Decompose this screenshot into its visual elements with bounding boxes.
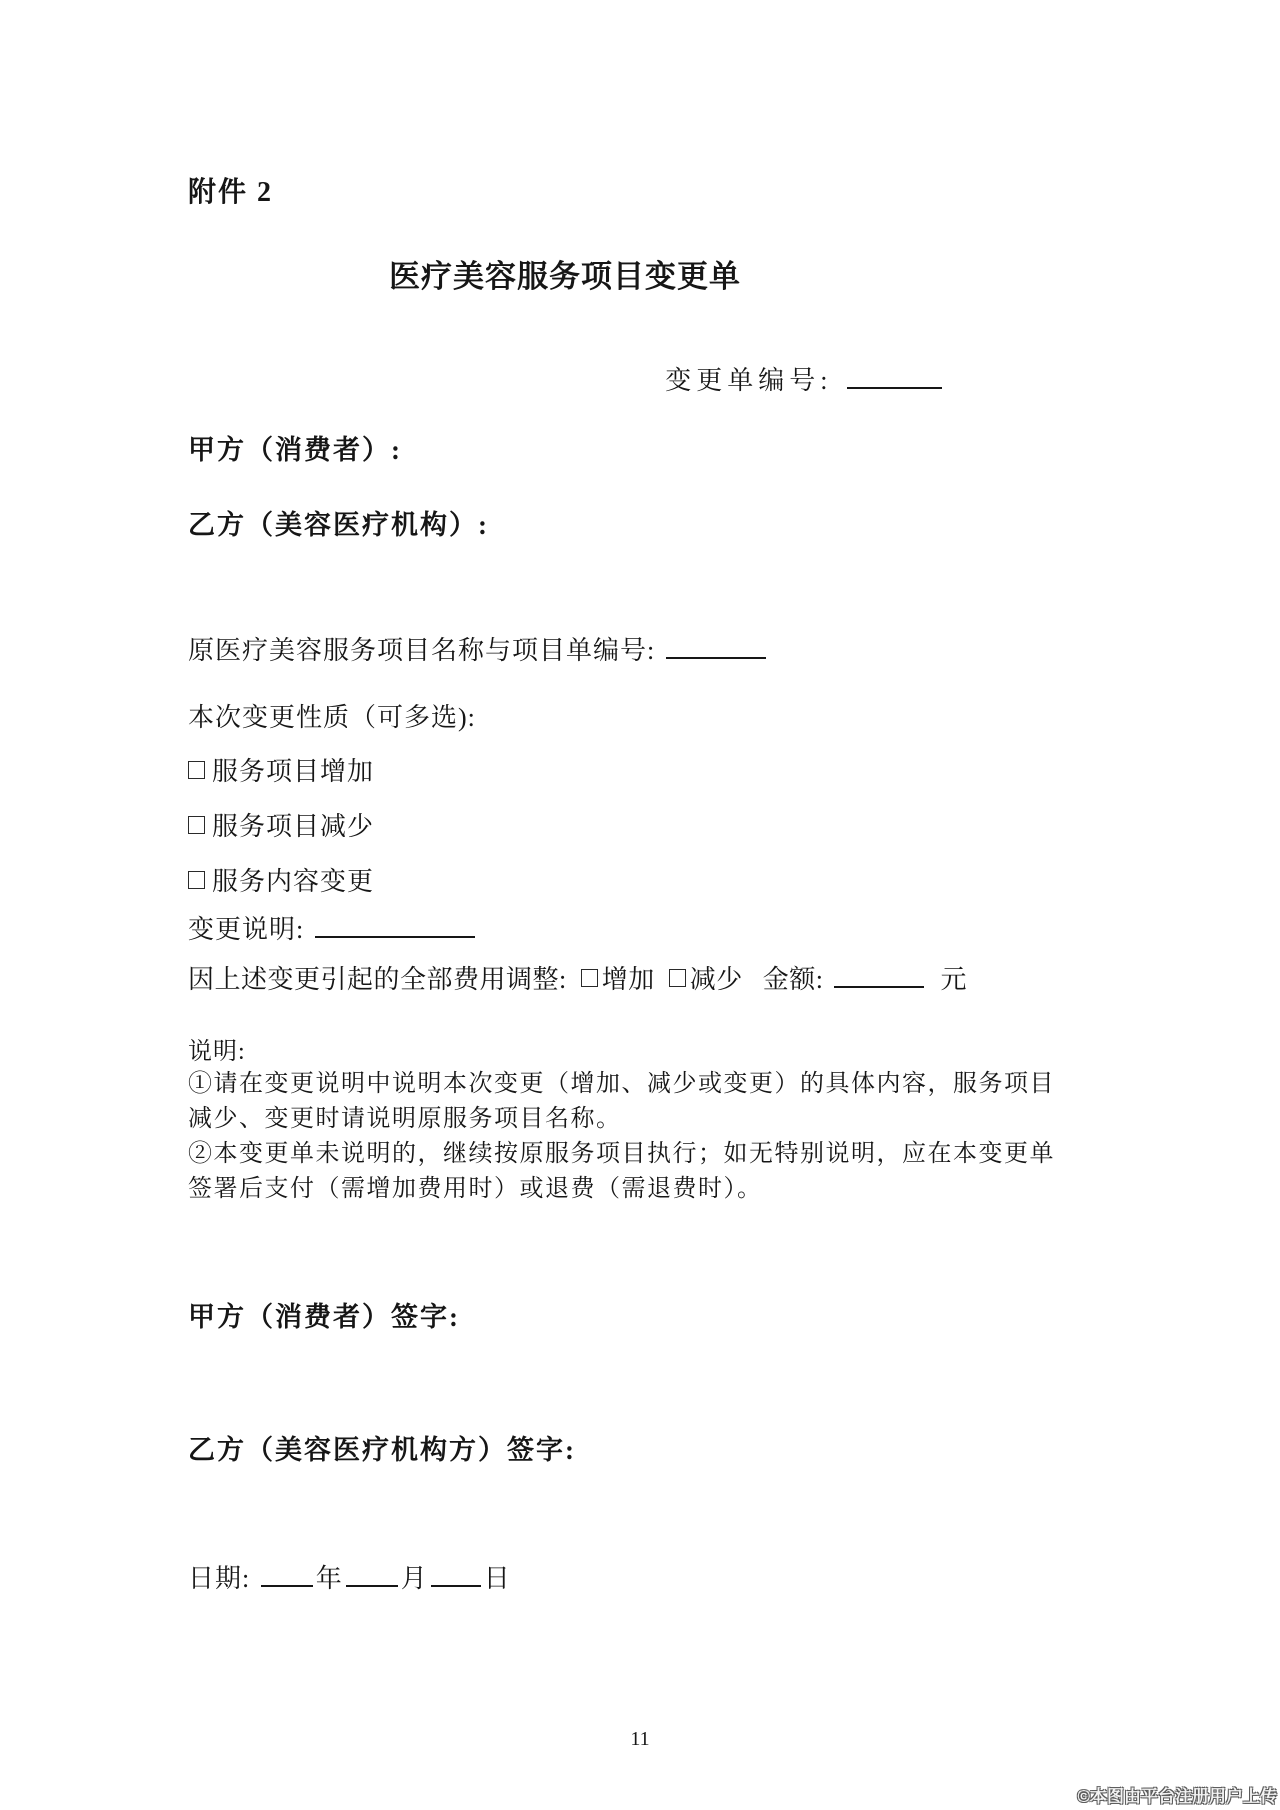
page-title: 医疗美容服务项目变更单 [389,259,741,294]
date-label: 日期: [188,1564,251,1593]
date-day-label: 日 [483,1564,511,1593]
note-line: 减少、变更时请说明原服务项目名称。 [188,1106,622,1132]
option-label: 服务内容变更 [212,867,375,896]
date-day-blank [431,1559,481,1587]
option-label: 服务项目减少 [212,812,375,841]
order-number-blank [847,361,942,389]
change-description-line [188,909,478,946]
fee-increase-label: 增加 [601,965,655,994]
option-label: 服务项目增加 [212,757,375,786]
checkbox-icon [188,871,205,889]
attachment-label: 附件 2 [188,177,274,208]
watermark: ©本图由平台注册用户上传 [1077,1787,1277,1806]
order-number-label: 变更单编号: [665,366,833,395]
party-b-signature-label: 乙方（美容医疗机构方）签字: [188,1435,576,1465]
fee-amount-label: 金额: [762,965,824,994]
change-description-blank [315,910,475,938]
original-project-line [188,630,769,667]
checkbox-icon [188,761,205,779]
change-description-label: 变更说明: [188,915,305,944]
party-a-signature-label: 甲方（消费者）签字: [188,1302,460,1332]
original-project-blank [666,631,766,659]
notes-heading: 说明: [188,1039,246,1065]
fee-adjustment-line [188,959,967,996]
date-year-label: 年 [315,1564,343,1593]
change-nature-label: 本次变更性质（可多选): [188,703,476,732]
date-line [188,1558,511,1595]
page-number: 11 [630,1728,650,1750]
checkbox-icon [581,969,598,987]
option-service-reduce [188,806,374,843]
date-month-label: 月 [400,1564,428,1593]
date-year-blank [261,1559,313,1587]
order-number-line [188,360,945,397]
checkbox-icon [669,969,686,987]
checkbox-icon [188,816,205,834]
fee-decrease-label: 减少 [689,965,743,994]
option-content-change [188,861,374,898]
fee-amount-blank [834,960,924,988]
party-a-label: 甲方（消费者）: [188,435,402,465]
original-project-label: 原医疗美容服务项目名称与项目单编号: [188,636,656,665]
date-month-blank [346,1559,398,1587]
party-b-label: 乙方（美容医疗机构）: [188,510,489,540]
fee-adjustment-label: 因上述变更引起的全部费用调整: [188,965,567,994]
note-line: ①请在变更说明中说明本次变更（增加、减少或变更）的具体内容，服务项目 [188,1071,1055,1097]
fee-unit-label: 元 [940,965,968,994]
option-service-add [188,751,374,788]
note-line: 签署后支付（需增加费用时）或退费（需退费时）。 [188,1176,763,1202]
note-line: ②本变更单未说明的，继续按原服务项目执行；如无特别说明，应在本变更单 [188,1141,1055,1167]
